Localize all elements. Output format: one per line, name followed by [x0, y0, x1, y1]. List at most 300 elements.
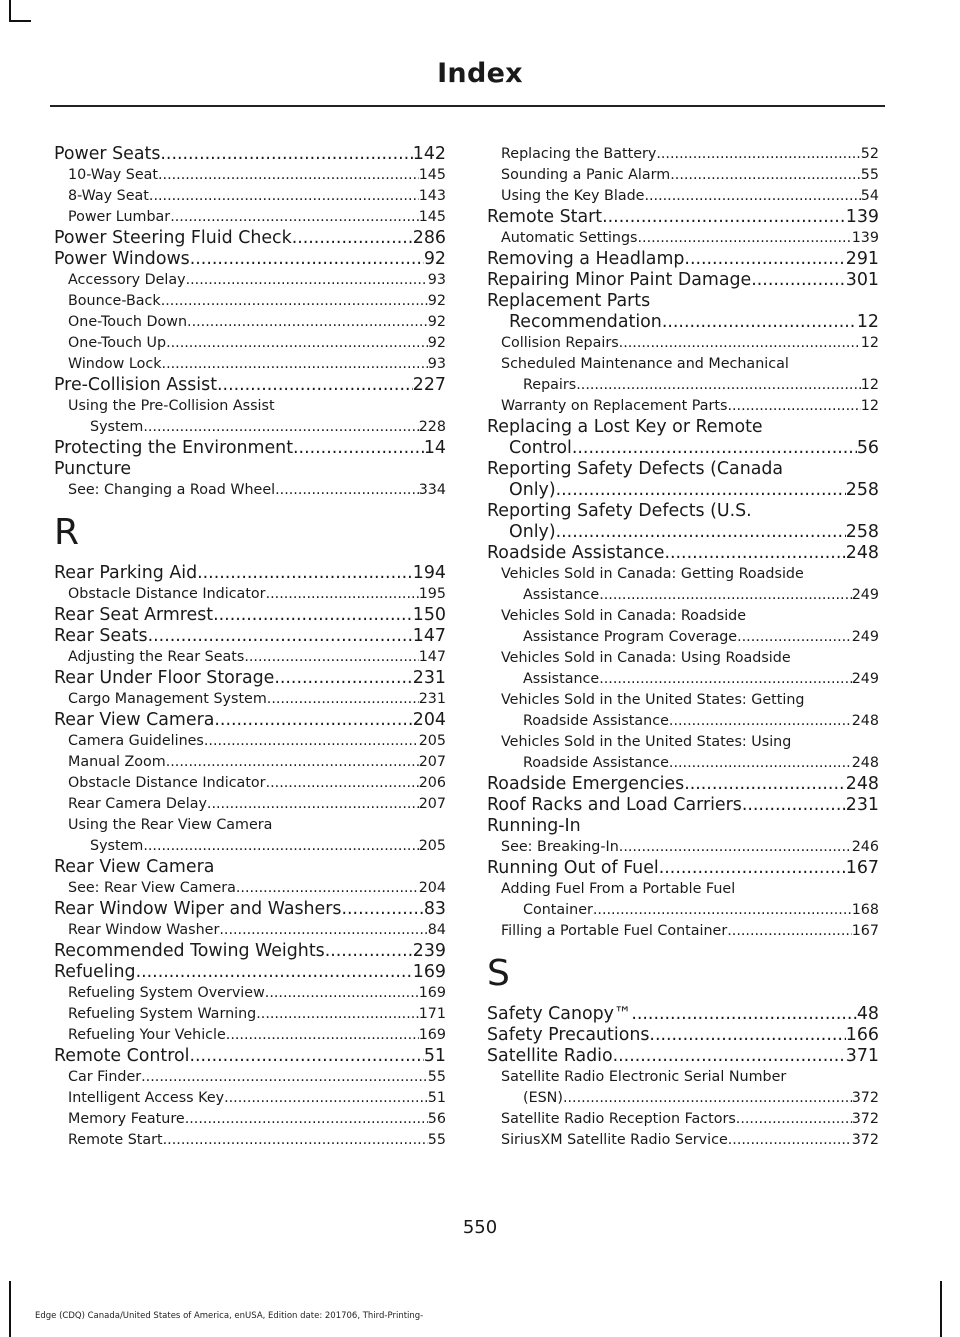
entry-page-number: 334	[418, 482, 446, 498]
dot-leader	[213, 605, 413, 626]
entry-page-number: 56	[427, 1111, 446, 1127]
index-entry	[487, 858, 879, 879]
entry-title: Adjusting the Rear Seats	[68, 649, 245, 665]
entry-page-number: 249	[851, 671, 879, 687]
index-subentry	[54, 312, 446, 333]
entry-page-number: 166	[845, 1025, 879, 1045]
entry-title: Rear Seat Armrest	[54, 605, 214, 625]
index-entry	[54, 941, 446, 962]
index-column-left	[54, 144, 446, 1151]
dot-leader	[219, 920, 427, 941]
index-subentry	[487, 165, 879, 186]
entry-page-number: 147	[412, 626, 446, 646]
entry-title: Repairs	[523, 377, 577, 393]
crop-mark	[940, 1281, 942, 1337]
entry-title: Power Lumbar	[68, 209, 171, 225]
dot-leader	[163, 1130, 428, 1151]
dot-leader	[170, 207, 419, 228]
entry-page-number: 205	[418, 733, 446, 749]
entry-page-number: 142	[412, 144, 446, 164]
index-subentry	[54, 291, 446, 312]
index-subentry	[54, 836, 446, 857]
index-entry: Puncture	[54, 459, 132, 479]
index-entry	[487, 1046, 879, 1067]
index-subentry	[487, 396, 879, 417]
dot-leader	[742, 795, 846, 816]
dot-leader	[149, 186, 419, 207]
entry-page-number: 249	[851, 629, 879, 645]
dot-leader	[341, 899, 423, 920]
dot-leader	[572, 438, 857, 459]
entry-page-number: 239	[412, 941, 446, 961]
index-subentry	[54, 731, 446, 752]
index-subentry	[54, 983, 446, 1004]
entry-page-number: 258	[845, 522, 879, 542]
index-subentry: Vehicles Sold in Canada: Getting Roadside	[501, 566, 804, 582]
dot-leader	[158, 165, 419, 186]
index-entry: Reporting Safety Defects (Canada	[487, 459, 784, 479]
entry-title: Replacing the Battery	[501, 146, 657, 162]
dot-leader	[669, 753, 852, 774]
entry-title: Manual Zoom	[68, 754, 166, 770]
entry-title: Rear Parking Aid	[54, 563, 198, 583]
dot-leader	[143, 417, 418, 438]
index-subentry	[54, 1004, 446, 1025]
entry-title: Sounding a Panic Alarm	[501, 167, 671, 183]
entry-page-number: 205	[418, 838, 446, 854]
index-subentry	[54, 1130, 446, 1151]
dot-leader	[656, 144, 860, 165]
entry-title: Pre-Collision Assist	[54, 375, 218, 395]
entry-page-number: 248	[851, 713, 879, 729]
dot-leader	[556, 522, 846, 543]
entry-page-number: 54	[860, 188, 879, 204]
entry-page-number: 248	[851, 755, 879, 771]
dot-leader	[275, 480, 419, 501]
entry-page-number: 51	[427, 1090, 446, 1106]
index-subentry	[54, 689, 446, 710]
entry-title: Roadside Assistance	[523, 713, 669, 729]
dot-leader	[751, 270, 846, 291]
page-title: Index	[437, 58, 523, 89]
index-subentry: Vehicles Sold in Canada: Roadside	[501, 608, 747, 624]
dot-leader	[602, 207, 846, 228]
index-subentry	[54, 480, 446, 501]
entry-title: Power Steering Fluid Check	[54, 228, 292, 248]
entry-title: Repairing Minor Paint Damage	[487, 270, 752, 290]
entry-title: Refueling Your Vehicle	[68, 1027, 226, 1043]
entry-title: See: Breaking-In	[501, 839, 619, 855]
dot-leader	[736, 1109, 852, 1130]
index-subentry: Adding Fuel From a Portable Fuel	[501, 881, 736, 897]
entry-title: Filling a Portable Fuel Container	[501, 923, 728, 939]
entry-title: Bounce-Back	[68, 293, 161, 309]
dot-leader	[190, 1046, 424, 1067]
entry-page-number: 169	[412, 962, 446, 982]
entry-title: Assistance Program Coverage	[523, 629, 738, 645]
entry-title: One-Touch Up	[68, 335, 167, 351]
index-subentry	[54, 333, 446, 354]
entry-title: 8-Way Seat	[68, 188, 149, 204]
entry-page-number: 206	[418, 775, 446, 791]
index-subentry	[54, 584, 446, 605]
index-entry	[54, 668, 446, 689]
entry-title: System	[90, 838, 144, 854]
entry-title: Remote Control	[54, 1046, 190, 1066]
dot-leader	[266, 773, 419, 794]
entry-page-number: 143	[418, 188, 446, 204]
entry-page-number: 12	[860, 398, 879, 414]
entry-title: Protecting the Environment	[54, 438, 294, 458]
entry-title: Roadside Emergencies	[487, 774, 685, 794]
dot-leader	[166, 752, 419, 773]
index-entry: Rear View Camera	[54, 857, 215, 877]
dot-leader	[148, 626, 413, 647]
index-entry	[54, 1046, 446, 1067]
index-entry	[54, 249, 446, 270]
dot-leader	[613, 1046, 846, 1067]
entry-title: Refueling System Warning	[68, 1006, 257, 1022]
index-subentry	[487, 585, 879, 606]
index-subentry	[54, 354, 446, 375]
dot-leader	[274, 668, 412, 689]
entry-title: Intelligent Access Key	[68, 1090, 225, 1106]
dot-leader	[593, 900, 852, 921]
index-entry: Reporting Safety Defects (U.S.	[487, 501, 752, 521]
dot-leader	[236, 878, 419, 899]
entry-title: Memory Feature	[68, 1111, 185, 1127]
dot-leader	[204, 731, 419, 752]
entry-title: Rear View Camera	[54, 710, 215, 730]
dot-leader	[141, 1067, 428, 1088]
dot-leader	[556, 480, 846, 501]
entry-page-number: 291	[845, 249, 879, 269]
index-subentry	[487, 1130, 879, 1151]
dot-leader	[727, 396, 860, 417]
index-entry	[54, 228, 446, 249]
entry-title: Recommended Towing Weights	[54, 941, 325, 961]
index-entry	[54, 899, 446, 920]
entry-page-number: 14	[423, 438, 446, 458]
entry-page-number: 139	[845, 207, 879, 227]
index-subentry	[54, 186, 446, 207]
crop-mark	[9, 20, 31, 22]
index-subentry	[487, 669, 879, 690]
index-subentry	[487, 711, 879, 732]
entry-title: Remote Start	[487, 207, 603, 227]
entry-title: SiriusXM Satellite Radio Service	[501, 1132, 728, 1148]
entry-page-number: 204	[412, 710, 446, 730]
entry-page-number: 167	[851, 923, 879, 939]
entry-page-number: 372	[851, 1090, 879, 1106]
index-entry	[487, 438, 879, 459]
entry-title: Car Finder	[68, 1069, 142, 1085]
index-subentry	[487, 900, 879, 921]
entry-title: Safety Canopy™	[487, 1004, 632, 1024]
entry-page-number: 92	[427, 314, 446, 330]
index-entry	[54, 375, 446, 396]
entry-page-number: 371	[845, 1046, 879, 1066]
entry-title: Removing a Headlamp	[487, 249, 685, 269]
index-entry	[54, 144, 446, 165]
index-entry	[54, 563, 446, 584]
entry-page-number: 55	[860, 167, 879, 183]
index-column-right	[487, 144, 879, 1151]
entry-title: Only)	[509, 522, 556, 542]
entry-page-number: 48	[856, 1004, 879, 1024]
entry-title: See: Rear View Camera	[68, 880, 236, 896]
index-subentry: Using the Rear View Camera	[68, 817, 273, 833]
entry-title: (ESN)	[523, 1090, 563, 1106]
entry-title: Roadside Assistance	[523, 755, 669, 771]
entry-title: Cargo Management System	[68, 691, 267, 707]
dot-leader	[737, 627, 852, 648]
entry-page-number: 145	[418, 167, 446, 183]
dot-leader	[563, 1088, 852, 1109]
index-entry	[54, 626, 446, 647]
entry-title: Rear Window Wiper and Washers	[54, 899, 342, 919]
crop-mark	[9, 1281, 11, 1337]
index-subentry	[487, 921, 879, 942]
section-letter: R	[54, 512, 80, 553]
entry-title: See: Changing a Road Wheel	[68, 482, 276, 498]
entry-page-number: 231	[412, 668, 446, 688]
entry-title: Only)	[509, 480, 556, 500]
index-entry	[487, 774, 879, 795]
entry-page-number: 55	[427, 1069, 446, 1085]
dot-leader	[143, 836, 418, 857]
index-subentry	[54, 1067, 446, 1088]
dot-leader	[670, 165, 861, 186]
index-entry	[54, 438, 446, 459]
entry-title: Assistance	[523, 587, 600, 603]
index-subentry	[54, 647, 446, 668]
dot-leader	[659, 858, 846, 879]
entry-page-number: 372	[851, 1132, 879, 1148]
entry-title: System	[90, 419, 144, 435]
index-subentry	[487, 375, 879, 396]
dot-leader	[576, 375, 861, 396]
index-subentry	[487, 837, 879, 858]
dot-leader	[214, 710, 412, 731]
dot-leader	[197, 563, 413, 584]
index-subentry: Vehicles Sold in the United States: Using	[501, 734, 792, 750]
entry-page-number: 301	[845, 270, 879, 290]
dot-leader	[684, 249, 845, 270]
entry-page-number: 207	[418, 754, 446, 770]
dot-leader	[187, 312, 428, 333]
index-subentry: Using the Pre-Collision Assist	[68, 398, 275, 414]
index-entry	[487, 207, 879, 228]
entry-page-number: 92	[427, 293, 446, 309]
page-number: 550	[462, 1217, 498, 1238]
entry-title: Obstacle Distance Indicator	[68, 775, 266, 791]
dot-leader	[599, 669, 852, 690]
dot-leader	[256, 1004, 418, 1025]
index-entry	[54, 962, 446, 983]
entry-page-number: 169	[418, 985, 446, 1001]
dot-leader	[684, 774, 846, 795]
dot-leader	[224, 1088, 428, 1109]
entry-title: Automatic Settings	[501, 230, 638, 246]
entry-title: Container	[523, 902, 593, 918]
index-subentry	[487, 627, 879, 648]
dot-leader	[226, 1025, 419, 1046]
entry-title: Rear Seats	[54, 626, 148, 646]
entry-page-number: 204	[418, 880, 446, 896]
index-subentry	[54, 752, 446, 773]
index-subentry	[487, 1088, 879, 1109]
entry-title: One-Touch Down	[68, 314, 188, 330]
dot-leader	[166, 333, 428, 354]
index-subentry	[54, 794, 446, 815]
index-subentry	[487, 228, 879, 249]
entry-page-number: 228	[418, 419, 446, 435]
index-entry	[487, 249, 879, 270]
entry-title: Satellite Radio Reception Factors	[501, 1111, 736, 1127]
dot-leader	[136, 962, 413, 983]
crop-mark	[9, 0, 11, 22]
entry-page-number: 12	[860, 377, 879, 393]
entry-title: 10-Way Seat	[68, 167, 158, 183]
dot-leader	[265, 983, 419, 1004]
index-entry: Running-In	[487, 816, 581, 836]
index-subentry	[487, 753, 879, 774]
dot-leader	[293, 438, 424, 459]
index-entry	[487, 522, 879, 543]
entry-title: Remote Start	[68, 1132, 163, 1148]
dot-leader	[325, 941, 413, 962]
index-entry	[487, 480, 879, 501]
entry-page-number: 92	[423, 249, 446, 269]
entry-page-number: 147	[418, 649, 446, 665]
entry-title: Control	[509, 438, 572, 458]
entry-page-number: 227	[412, 375, 446, 395]
entry-page-number: 145	[418, 209, 446, 225]
entry-page-number: 93	[427, 272, 446, 288]
entry-page-number: 231	[418, 691, 446, 707]
index-entry	[54, 605, 446, 626]
entry-page-number: 150	[412, 605, 446, 625]
entry-page-number: 84	[427, 922, 446, 938]
dot-leader	[728, 1130, 852, 1151]
dot-leader	[267, 689, 419, 710]
entry-title: Safety Precautions	[487, 1025, 650, 1045]
dot-leader	[244, 647, 418, 668]
index-subentry	[487, 144, 879, 165]
entry-title: Accessory Delay	[68, 272, 186, 288]
entry-page-number: 249	[851, 587, 879, 603]
entry-title: Collision Repairs	[501, 335, 619, 351]
dot-leader	[292, 228, 413, 249]
entry-title: Power Windows	[54, 249, 190, 269]
dot-leader	[217, 375, 413, 396]
section-letter: S	[487, 953, 510, 994]
dot-leader	[631, 1004, 857, 1025]
index-subentry	[54, 207, 446, 228]
edition-footer: Edge (CDQ) Canada/United States of America, enUSA, Edition date: 201706, Third-Printing-	[35, 1311, 424, 1321]
entry-title: Rear Under Floor Storage	[54, 668, 275, 688]
dot-leader	[662, 312, 857, 333]
entry-page-number: 258	[845, 480, 879, 500]
index-entry	[487, 795, 879, 816]
entry-title: Recommendation	[509, 312, 662, 332]
index-subentry	[487, 1109, 879, 1130]
index-subentry	[54, 920, 446, 941]
index-subentry	[54, 878, 446, 899]
entry-page-number: 167	[845, 858, 879, 878]
dot-leader	[644, 186, 860, 207]
index-entry	[487, 312, 879, 333]
entry-page-number: 194	[412, 563, 446, 583]
entry-page-number: 169	[418, 1027, 446, 1043]
entry-page-number: 248	[845, 774, 879, 794]
entry-title: Roadside Assistance	[487, 543, 665, 563]
index-subentry: Vehicles Sold in the United States: Getting	[501, 692, 805, 708]
index-subentry: Scheduled Maintenance and Mechanical	[501, 356, 789, 372]
entry-page-number: 246	[851, 839, 879, 855]
entry-title: Refueling System Overview	[68, 985, 265, 1001]
dot-leader	[160, 144, 412, 165]
entry-page-number: 231	[845, 795, 879, 815]
entry-title: Refueling	[54, 962, 136, 982]
index-subentry	[54, 165, 446, 186]
entry-title: Assistance	[523, 671, 600, 687]
dot-leader	[638, 228, 852, 249]
dot-leader	[186, 270, 428, 291]
entry-page-number: 93	[427, 356, 446, 372]
index-entry	[487, 1025, 879, 1046]
entry-title: Rear Window Washer	[68, 922, 220, 938]
dot-leader	[669, 711, 852, 732]
index-subentry	[54, 417, 446, 438]
index-entry	[54, 710, 446, 731]
entry-page-number: 171	[418, 1006, 446, 1022]
entry-page-number: 12	[856, 312, 879, 332]
dot-leader	[207, 794, 419, 815]
entry-title: Warranty on Replacement Parts	[501, 398, 728, 414]
index-subentry: Vehicles Sold in Canada: Using Roadside	[501, 650, 791, 666]
entry-title: Roof Racks and Load Carriers	[487, 795, 742, 815]
dot-leader	[190, 249, 424, 270]
index-subentry	[54, 270, 446, 291]
entry-page-number: 56	[856, 438, 879, 458]
entry-page-number: 207	[418, 796, 446, 812]
entry-page-number: 248	[845, 543, 879, 563]
entry-title: Window Lock	[68, 356, 162, 372]
index-subentry	[54, 1025, 446, 1046]
entry-title: Rear Camera Delay	[68, 796, 207, 812]
index-subentry	[54, 1088, 446, 1109]
index-entry	[487, 270, 879, 291]
entry-page-number: 52	[860, 146, 879, 162]
dot-leader	[266, 584, 419, 605]
entry-page-number: 55	[427, 1132, 446, 1148]
dot-leader	[599, 585, 852, 606]
dot-leader	[619, 333, 861, 354]
dot-leader	[649, 1025, 845, 1046]
entry-page-number: 92	[427, 335, 446, 351]
entry-page-number: 195	[418, 586, 446, 602]
dot-leader	[162, 354, 428, 375]
index-subentry	[54, 773, 446, 794]
dot-leader	[185, 1109, 428, 1130]
index-subentry: Satellite Radio Electronic Serial Number	[501, 1069, 787, 1085]
index-entry: Replacing a Lost Key or Remote	[487, 417, 763, 437]
entry-title: Obstacle Distance Indicator	[68, 586, 266, 602]
index-entry	[487, 543, 879, 564]
entry-page-number: 286	[412, 228, 446, 248]
